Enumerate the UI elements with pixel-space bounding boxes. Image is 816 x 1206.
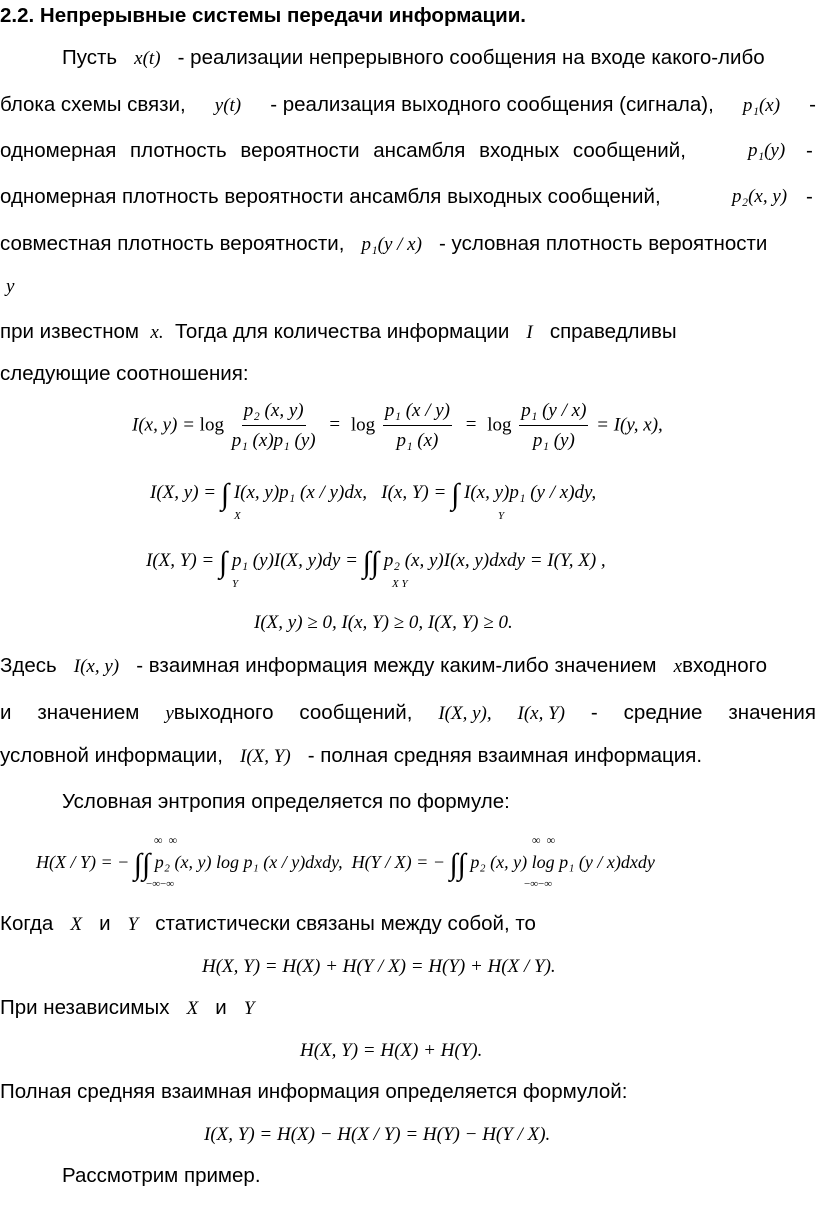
math-p1-x: p₁(x) <box>742 95 781 116</box>
part-b: p₂ (x, y) log p₁ (x / y)dxdy, <box>154 852 343 872</box>
double-integral-icon: ∫∫ <box>362 546 380 579</box>
part-d: p₂ (x, y) log p₁ (y / x)dxdy <box>470 852 655 872</box>
text: условной информации, <box>0 744 223 767</box>
text: статистически связаны между собой, то <box>155 912 536 935</box>
double-integral-icon: ∫∫ <box>133 848 151 881</box>
text: одномерная плотность вероятности ансамбля выходных сообщений, <box>0 185 661 208</box>
text: Когда <box>0 912 54 935</box>
math-Y: Y <box>127 914 139 935</box>
text: - <box>590 701 598 724</box>
math-y: y <box>165 703 174 724</box>
text: одномерная плотность вероятности ансамбля входных сообщений, <box>0 139 686 162</box>
text: Тогда для количества информации <box>175 320 510 343</box>
log-3: log <box>487 414 512 436</box>
math-I-xY: I(x, Y) <box>517 703 565 724</box>
p5-text <box>0 998 816 1019</box>
p2-line-2 <box>0 703 816 724</box>
p6-text: Полная средняя взаимная информация определяется формулой: <box>0 1080 628 1103</box>
math-p1-y: p₁(y) <box>748 140 786 161</box>
fraction-1-num: p₂ (x, y) <box>242 400 306 426</box>
formula-full-mutual-information <box>146 546 606 580</box>
log-2: log <box>350 414 376 436</box>
math-x: x. <box>150 322 164 343</box>
text: значением <box>37 701 140 724</box>
text: - полная средняя взаимная информация. <box>307 744 703 767</box>
text: - <box>806 185 813 208</box>
math-I-xy: I(x, y) <box>73 656 120 677</box>
text: - реализация выходного сообщения (сигнала), <box>270 93 714 116</box>
math-x: x <box>673 656 683 677</box>
text: При независимых <box>0 996 170 1019</box>
text: - взаимная информация между каким-либо значением <box>136 654 657 677</box>
text: - <box>806 139 813 162</box>
p7-text: Рассмотрим пример. <box>62 1164 261 1187</box>
math-y-t: y(t) <box>214 95 242 116</box>
text: средние <box>623 701 703 724</box>
p1-line-8 <box>0 364 816 385</box>
text: - условная плотность вероятности <box>439 232 768 255</box>
fraction-2 <box>383 400 452 452</box>
limit-Y: Y <box>498 510 505 522</box>
p2-line-1 <box>0 656 816 677</box>
math-Y: Y <box>243 998 255 1019</box>
p1-line-6 <box>6 276 816 297</box>
math-I-Xy: I(X, y), <box>438 703 492 724</box>
text: совместная плотность вероятности, <box>0 232 345 255</box>
text: блока схемы связи, <box>0 93 186 116</box>
math-X: X <box>70 914 82 935</box>
math-p2-xy: p₂(x, y) <box>732 186 788 207</box>
part-a: I(X, y) = <box>150 482 217 503</box>
part-a: I(X, Y) = <box>146 550 215 571</box>
part-b: I(x, y)p₁ (x / y)dx, <box>233 482 367 503</box>
text: Здесь <box>0 654 57 677</box>
log-1: log <box>199 414 224 436</box>
part-c: I(x, Y) = <box>381 482 447 503</box>
integral-icon: ∫ <box>220 478 230 511</box>
p1-line-1 <box>62 48 816 69</box>
part-c: H(Y / X) = − <box>351 852 445 872</box>
lower-limit-2: −∞−∞ <box>524 878 553 890</box>
math-I: I <box>526 322 533 343</box>
math-y: y <box>6 276 15 297</box>
limit-XY: X Y <box>392 578 408 590</box>
text: и <box>0 701 12 724</box>
text: справедливы <box>549 320 677 343</box>
formula-lhs: I(x, y) = <box>132 414 195 436</box>
part-c: p₂ (x, y)I(x, y)dxdy = I(Y, X) , <box>383 550 606 571</box>
part-d: I(x, y)p₁ (y / x)dy, <box>464 482 597 503</box>
p2-line-3 <box>0 746 816 767</box>
math-p1-y-x: p₁(y / x) <box>361 234 422 255</box>
fraction-2-num: p₁ (x / y) <box>383 400 452 426</box>
text: и <box>215 996 227 1019</box>
math-x-t: x(t) <box>134 48 161 69</box>
formula-rhs: = I(y, x), <box>596 414 663 436</box>
p3-text: Условная энтропия определяется по формуле: <box>62 790 510 813</box>
formula-nonnegativity: I(X, y) ≥ 0, I(x, Y) ≥ 0, I(X, Y) ≥ 0. <box>254 612 513 633</box>
double-integral-icon: ∫∫ <box>449 848 466 881</box>
limit-Y: Y <box>232 578 239 590</box>
formula-independent-entropy: H(X, Y) = H(X) + H(Y). <box>300 1040 483 1061</box>
text: при известном <box>0 320 140 343</box>
inf: ∞ <box>154 833 163 847</box>
math-I-XY: I(X, Y) <box>240 746 291 767</box>
text: входного <box>682 654 768 677</box>
inf: ∞ <box>546 833 556 847</box>
fraction-1 <box>232 400 316 452</box>
p4-text <box>0 914 816 935</box>
text: сообщений, <box>299 701 413 724</box>
formula-full-mutual-info-entropy: I(X, Y) = H(X) − H(X / Y) = H(Y) − H(Y / X). <box>204 1124 551 1145</box>
p1-line-7 <box>0 322 816 343</box>
fraction-3-den: p₁ (y) <box>532 430 575 451</box>
inf: ∞ <box>532 833 541 847</box>
text: выходного <box>173 701 274 724</box>
fraction-3 <box>519 400 588 452</box>
inf: ∞ <box>168 833 178 847</box>
p1-line-3 <box>0 141 816 162</box>
math-X: X <box>186 998 199 1019</box>
part-b: p₁ (y)I(X, y)dy = <box>231 550 358 571</box>
upper-limit-2 <box>532 833 555 848</box>
formula-joint-entropy: H(X, Y) = H(X) + H(Y / X) = H(Y) + H(X / Y). <box>202 956 556 977</box>
text: - реализации непрерывного сообщения на входе какого-либо <box>177 46 765 69</box>
lower-limit-1: −∞−∞ <box>146 878 175 890</box>
fraction-3-num: p₁ (y / x) <box>519 400 588 426</box>
formula-mutual-information: I(x, y) = log $\frac{\text{p₂ (x, y)}}{\text{p₁ (x)p₁ (y)}}$ = log $\frac{\text{p₁ (x / y)}}{\text{p₁ (x)}}$ = log $\frac{\text{p₁ (y / x)}}{\text{p₁ (y)}}$ = I(y, x), <box>132 400 663 451</box>
formula-conditional-information <box>150 478 596 512</box>
integral-icon: ∫ <box>451 478 460 511</box>
limit-X: X <box>234 510 241 522</box>
p1-line-5 <box>0 234 816 255</box>
text: следующие соотношения: <box>0 362 249 385</box>
upper-limit-1 <box>154 833 177 848</box>
text: - <box>809 93 816 116</box>
fraction-2-den: p₁ (x) <box>396 430 439 451</box>
formula-conditional-entropy <box>36 848 655 882</box>
text: Пусть <box>62 46 118 69</box>
text: и <box>99 912 111 935</box>
p1-line-2 <box>0 95 816 116</box>
integral-icon: ∫ <box>218 546 228 579</box>
p1-line-4 <box>0 187 816 208</box>
part-a: H(X / Y) = − <box>36 852 130 872</box>
fraction-1-den: p₁ (x)p₁ (y) <box>231 430 316 451</box>
section-heading: 2.2. Непрерывные системы передачи информации. <box>0 4 526 27</box>
text: значения <box>728 701 816 724</box>
